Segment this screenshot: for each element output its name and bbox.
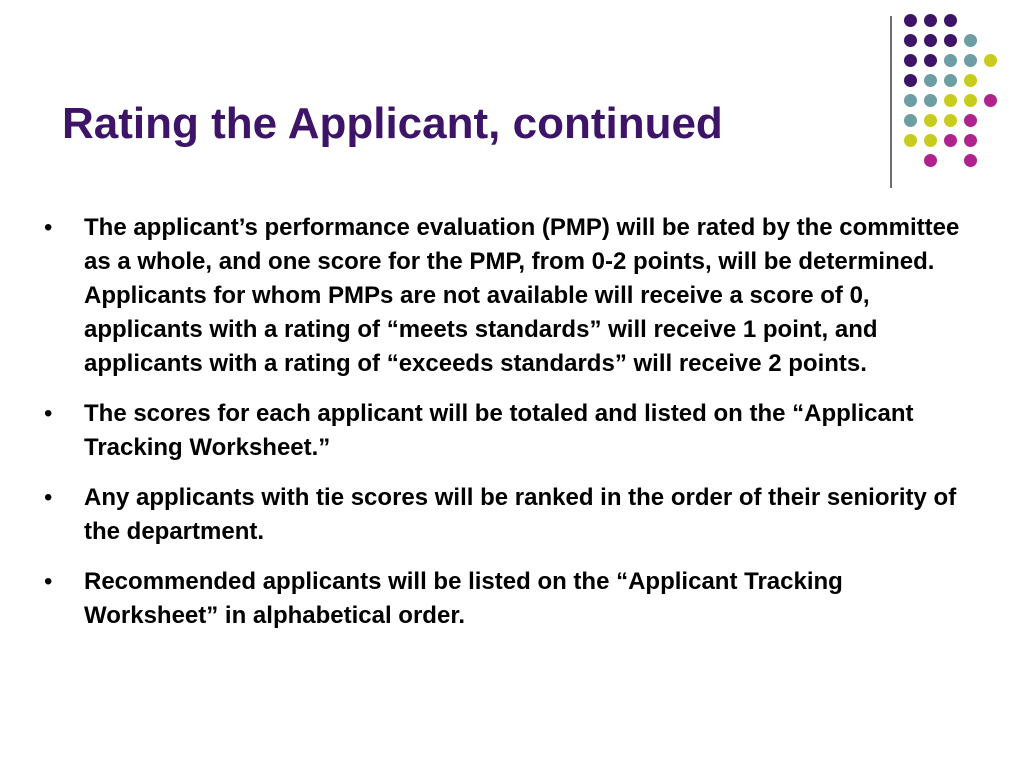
decorative-dot-grid <box>904 14 1004 170</box>
decorative-dot <box>944 54 957 67</box>
decorative-dot <box>924 74 937 87</box>
bullet-text-recommended-applicants: Recommended applicants will be listed on the “Applicant Tracking Worksheet” in alphabetical order. <box>84 568 843 629</box>
decorative-dot <box>944 34 957 47</box>
bullet-item <box>44 481 974 549</box>
bullet-marker: • <box>44 214 53 241</box>
decorative-dot <box>904 94 917 107</box>
bullet-text-tie-scores: Any applicants with tie scores will be ranked in the order of their seniority of the department. <box>84 484 957 545</box>
title-divider-line <box>890 16 892 188</box>
slide-title: Rating the Applicant, continued <box>62 99 723 148</box>
decorative-dot <box>944 134 957 147</box>
decorative-dot <box>964 114 977 127</box>
decorative-dot <box>904 54 917 67</box>
decorative-dot <box>964 154 977 167</box>
bullet-text-pmp-scoring: The applicant’s performance evaluation (PMP) will be rated by the committee as a whole, and one score for the PMP, from 0-2 points, will be determined. Applicants for whom PMPs are not available will receive a score of 0, applicants with a rating of “meets standards” will receive 1 point, and applicants with a rating of “exceeds standards” will receive 2 points. <box>84 214 960 377</box>
decorative-dot <box>964 54 977 67</box>
decorative-dot <box>944 94 957 107</box>
bullet-list <box>44 211 974 649</box>
decorative-dot <box>904 134 917 147</box>
decorative-dot <box>964 94 977 107</box>
decorative-dot <box>964 134 977 147</box>
decorative-dot <box>984 54 997 67</box>
decorative-dot <box>944 14 957 27</box>
bullet-item <box>44 397 974 465</box>
decorative-dot <box>904 34 917 47</box>
bullet-marker: • <box>44 400 53 427</box>
bullet-text-score-totals: The scores for each applicant will be totaled and listed on the “Applicant Tracking Worksheet.” <box>84 400 914 461</box>
decorative-dot <box>924 94 937 107</box>
decorative-dot <box>924 134 937 147</box>
decorative-dot <box>924 154 937 167</box>
bullet-marker: • <box>44 484 53 511</box>
decorative-dot <box>944 114 957 127</box>
decorative-dot <box>964 34 977 47</box>
decorative-dot <box>924 114 937 127</box>
bullet-item <box>44 211 974 381</box>
bullet-item <box>44 565 974 633</box>
decorative-dot <box>904 114 917 127</box>
bullet-marker: • <box>44 568 53 595</box>
decorative-dot <box>924 34 937 47</box>
decorative-dot <box>924 54 937 67</box>
decorative-dot <box>944 74 957 87</box>
decorative-dot <box>964 74 977 87</box>
decorative-dot <box>924 14 937 27</box>
decorative-dot <box>984 94 997 107</box>
decorative-dot <box>904 74 917 87</box>
decorative-dot <box>904 14 917 27</box>
